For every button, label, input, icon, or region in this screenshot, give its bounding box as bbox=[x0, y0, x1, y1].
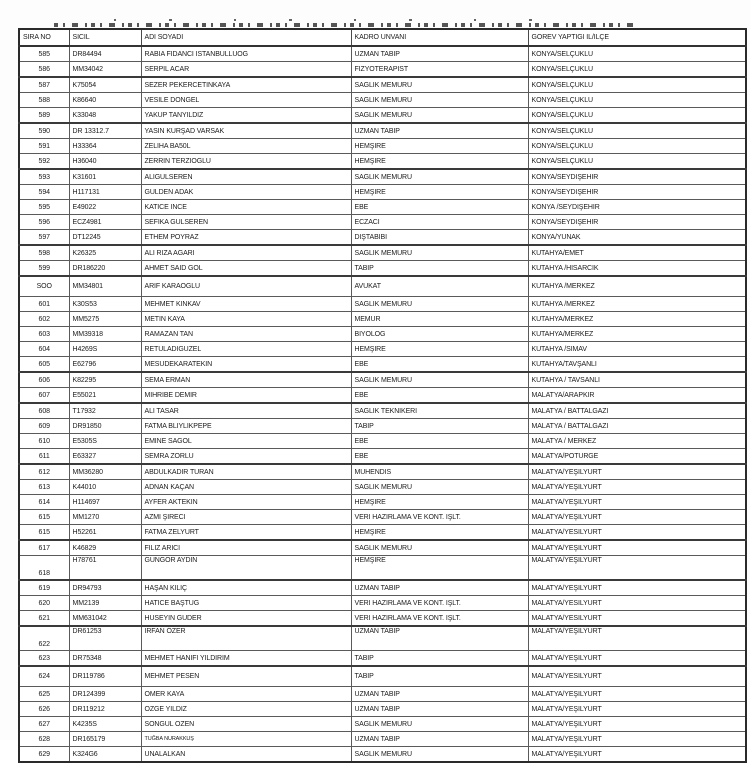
cell-sicil: H52261 bbox=[69, 525, 141, 541]
cell-sicil: DR91850 bbox=[69, 419, 141, 434]
cell-sira: 596 bbox=[19, 215, 69, 230]
table-row bbox=[19, 93, 746, 108]
cell-sicil: K86640 bbox=[69, 93, 141, 108]
cell-il: KONYA/SELÇUKLU bbox=[528, 139, 746, 154]
cell-sicil: H117131 bbox=[69, 185, 141, 200]
cell-name: AYFER AKTEKIN bbox=[141, 495, 351, 510]
table-row bbox=[19, 215, 746, 230]
table-row bbox=[19, 342, 746, 357]
cell-name: SONGUL OZEN bbox=[141, 717, 351, 732]
table-row bbox=[19, 245, 746, 261]
cell-sira: 604 bbox=[19, 342, 69, 357]
cell-sicil: DT12245 bbox=[69, 230, 141, 246]
cell-name: FATMA BLIYLIKPEPE bbox=[141, 419, 351, 434]
cell-kadro: BIYOLOG bbox=[351, 327, 528, 342]
cell-name: SERPIL ACAR bbox=[141, 62, 351, 78]
cell-il: MALATYA/YEŞILYURT bbox=[528, 651, 746, 667]
cell-kadro: HEMŞIRE bbox=[351, 139, 528, 154]
cell-sicil: DR165179 bbox=[69, 732, 141, 747]
cell-sira: 589 bbox=[19, 108, 69, 124]
cell-name: RETULADIGUZEL bbox=[141, 342, 351, 357]
cell-sira: 617 bbox=[19, 540, 69, 556]
cell-sicil: MM5275 bbox=[69, 312, 141, 327]
table-row bbox=[19, 510, 746, 525]
cell-sira: 613 bbox=[19, 480, 69, 495]
table-row bbox=[19, 169, 746, 185]
cell-kadro: DIŞTABIBI bbox=[351, 230, 528, 246]
cell-name: FILIZ ARICI bbox=[141, 540, 351, 556]
cell-sira: 601 bbox=[19, 297, 69, 312]
cell-sira: 595 bbox=[19, 200, 69, 215]
cell-kadro: MUHENDIS bbox=[351, 464, 528, 480]
cell-sicil: MM1270 bbox=[69, 510, 141, 525]
cell-sicil: K324G6 bbox=[69, 747, 141, 763]
cell-sicil: DR94793 bbox=[69, 580, 141, 596]
table-row bbox=[19, 154, 746, 170]
cell-il: MALATYA/YEŞILYURT bbox=[528, 495, 746, 510]
table-row bbox=[19, 732, 746, 747]
cell-sira: 590 bbox=[19, 123, 69, 139]
cell-sicil: DR 13312.7 bbox=[69, 123, 141, 139]
table-row bbox=[19, 357, 746, 373]
cell-sira: 615 bbox=[19, 510, 69, 525]
table-row bbox=[19, 449, 746, 465]
cell-sicil: K31601 bbox=[69, 169, 141, 185]
table-row bbox=[19, 651, 746, 667]
table-row bbox=[19, 372, 746, 388]
cell-kadro: SAGLIK MEMURU bbox=[351, 717, 528, 732]
cell-sira: 629 bbox=[19, 747, 69, 763]
cell-sira: 609 bbox=[19, 419, 69, 434]
cell-il: KUTAHYA/MERKEZ bbox=[528, 312, 746, 327]
header-row bbox=[19, 29, 746, 46]
table-row bbox=[19, 139, 746, 154]
cell-sira: 591 bbox=[19, 139, 69, 154]
cell-sira: 607 bbox=[19, 388, 69, 404]
cell-sicil: K46829 bbox=[69, 540, 141, 556]
cell-sira: 612 bbox=[19, 464, 69, 480]
column-header-gorev-il-ilce: GOREV YAPTIGI IL/ILÇE bbox=[528, 29, 746, 46]
cell-kadro: UZMAN TABIP bbox=[351, 123, 528, 139]
cell-sicil: H33364 bbox=[69, 139, 141, 154]
cell-il: KONYA/SEYDIŞEHIR bbox=[528, 215, 746, 230]
cell-sira: SOO bbox=[19, 276, 69, 297]
cell-sira: 603 bbox=[19, 327, 69, 342]
cell-sira: 626 bbox=[19, 702, 69, 717]
cell-kadro: SAGLIK MEMURU bbox=[351, 540, 528, 556]
cell-kadro: SAGLIK MEMURU bbox=[351, 480, 528, 495]
cell-name: HATICE BAŞTUG bbox=[141, 596, 351, 611]
cell-il: MALATYA/YEŞILYURT bbox=[528, 626, 746, 651]
cell-kadro: UZMAN TABIP bbox=[351, 687, 528, 702]
cell-name: SEFIKA GULSEREN bbox=[141, 215, 351, 230]
cell-name: HAŞAN KILIÇ bbox=[141, 580, 351, 596]
cell-il: MALATYA / MERKEZ bbox=[528, 434, 746, 449]
cell-il: KUTAHYA /SIMAV bbox=[528, 342, 746, 357]
cell-name: MEHMET KINKAV bbox=[141, 297, 351, 312]
cell-name: ALIGULSEREN bbox=[141, 169, 351, 185]
cell-il: MALATYA/YEŞILYURT bbox=[528, 717, 746, 732]
cell-il: MALATYA/YEŞILYURT bbox=[528, 480, 746, 495]
cell-kadro: EBE bbox=[351, 434, 528, 449]
cell-name: YAKUP TANYILDIZ bbox=[141, 108, 351, 124]
cell-il: KONYA/SEYDIŞEHIR bbox=[528, 185, 746, 200]
cell-sira: 622 bbox=[19, 626, 69, 651]
table-row bbox=[19, 62, 746, 78]
cell-name: MEHMET PESEN bbox=[141, 666, 351, 687]
cell-sira: 610 bbox=[19, 434, 69, 449]
cell-sicil: E5305S bbox=[69, 434, 141, 449]
cell-sira: 588 bbox=[19, 93, 69, 108]
cell-il: KONYA/SELÇUKLU bbox=[528, 62, 746, 78]
cell-il: MALATYA/YEŞILYURT bbox=[528, 702, 746, 717]
cell-kadro: UZMAN TABIP bbox=[351, 46, 528, 62]
cell-il: MALATYA/YEŞILYURT bbox=[528, 747, 746, 763]
cell-sira: 611 bbox=[19, 449, 69, 465]
cell-kadro: SAGLIK TEKNIKERI bbox=[351, 403, 528, 419]
cell-name: OZGE YILDIZ bbox=[141, 702, 351, 717]
cell-sira: 627 bbox=[19, 717, 69, 732]
cell-sicil: K44010 bbox=[69, 480, 141, 495]
cell-il: MALATYA/YESILYURT bbox=[528, 525, 746, 541]
cell-sicil: MM39318 bbox=[69, 327, 141, 342]
table-row bbox=[19, 419, 746, 434]
cell-kadro: TABIP bbox=[351, 666, 528, 687]
table-row bbox=[19, 480, 746, 495]
cell-il: MALATYA/POTURGE bbox=[528, 449, 746, 465]
cell-sicil: E49022 bbox=[69, 200, 141, 215]
cell-name: EMINE SAGOL bbox=[141, 434, 351, 449]
cell-sicil: ECZ4981 bbox=[69, 215, 141, 230]
cell-name: RAMAZAN TAN bbox=[141, 327, 351, 342]
table-row bbox=[19, 556, 746, 581]
cell-name: SEMA ERMAN bbox=[141, 372, 351, 388]
cell-il: KUTAHYA/TAVŞANLI bbox=[528, 357, 746, 373]
cell-sira: 620 bbox=[19, 596, 69, 611]
column-header-sicil: SICIL bbox=[69, 29, 141, 46]
table-row bbox=[19, 580, 746, 596]
cell-il: KUTAHYA / TAVSANLI bbox=[528, 372, 746, 388]
cell-kadro: VERI HAZIRLAMA VE KONT. IŞLT. bbox=[351, 596, 528, 611]
cell-il: MALATYA/YEŞILYURT bbox=[528, 464, 746, 480]
table-row bbox=[19, 77, 746, 93]
column-header-adi-soyadi: ADI SOYADI bbox=[141, 29, 351, 46]
cell-sicil: T17932 bbox=[69, 403, 141, 419]
cell-sicil: DR84494 bbox=[69, 46, 141, 62]
cell-name: KATICE INCE bbox=[141, 200, 351, 215]
cell-sicil: H114697 bbox=[69, 495, 141, 510]
cell-sicil: E62796 bbox=[69, 357, 141, 373]
table-row bbox=[19, 611, 746, 627]
cell-kadro: TABIP bbox=[351, 261, 528, 277]
cell-il: KUTAHYA /HISARCIK bbox=[528, 261, 746, 277]
cell-sicil: DR124399 bbox=[69, 687, 141, 702]
cell-il: MALATYA/YEŞILYURT bbox=[528, 732, 746, 747]
table-row bbox=[19, 525, 746, 541]
cell-kadro: TABIP bbox=[351, 419, 528, 434]
cell-name: SEMRA ZORLU bbox=[141, 449, 351, 465]
table-row bbox=[19, 403, 746, 419]
cell-sira: 593 bbox=[19, 169, 69, 185]
table-row bbox=[19, 230, 746, 246]
cell-sira: 619 bbox=[19, 580, 69, 596]
cell-il: KUTAHYA /MERKEZ bbox=[528, 276, 746, 297]
cell-name: GUNGOR AYDIN bbox=[141, 556, 351, 581]
cell-sicil: K30S53 bbox=[69, 297, 141, 312]
cell-sira: 621 bbox=[19, 611, 69, 627]
cell-name: ZERRIN TERZIOGLU bbox=[141, 154, 351, 170]
cell-name: ADNAN KAÇAN bbox=[141, 480, 351, 495]
cell-sira: 618 bbox=[19, 556, 69, 581]
cell-kadro: SAGLIK MEMURU bbox=[351, 297, 528, 312]
cell-sicil: K33048 bbox=[69, 108, 141, 124]
cell-sicil: DR119212 bbox=[69, 702, 141, 717]
cell-sicil: MM631042 bbox=[69, 611, 141, 627]
cell-sira: 615 bbox=[19, 525, 69, 541]
table-row bbox=[19, 312, 746, 327]
cell-name: VESILE DONGEL bbox=[141, 93, 351, 108]
cell-kadro: VERI HAZIRLAMA VE KONT. IŞLT. bbox=[351, 611, 528, 627]
cell-sira: 599 bbox=[19, 261, 69, 277]
cell-sicil: DR119786 bbox=[69, 666, 141, 687]
cell-name: HUSEYIN GUDER bbox=[141, 611, 351, 627]
cell-sicil: MM2139 bbox=[69, 596, 141, 611]
table-row bbox=[19, 261, 746, 277]
cell-il: KUTAHYA /MERKEZ bbox=[528, 297, 746, 312]
cell-kadro: UZMAN TABIP bbox=[351, 732, 528, 747]
cell-il: KONYA/SELÇUKLU bbox=[528, 123, 746, 139]
cell-sira: 585 bbox=[19, 46, 69, 62]
cell-sicil: H36040 bbox=[69, 154, 141, 170]
cell-kadro: HEMŞIRE bbox=[351, 185, 528, 200]
cell-name: ZELIHA BA50L bbox=[141, 139, 351, 154]
cell-sicil: DR75348 bbox=[69, 651, 141, 667]
cell-name: MEHMET HANIFI YILDIRIM bbox=[141, 651, 351, 667]
cell-il: MALATYA/YEŞILYURT bbox=[528, 540, 746, 556]
cell-sicil: K4235S bbox=[69, 717, 141, 732]
cell-il: MALATYA/YEŞILYURT bbox=[528, 580, 746, 596]
cell-sicil: MM36280 bbox=[69, 464, 141, 480]
cell-name: YASIN KURŞAD VARSAK bbox=[141, 123, 351, 139]
table-row bbox=[19, 434, 746, 449]
cell-kadro: HEMŞIRE bbox=[351, 154, 528, 170]
table-row bbox=[19, 717, 746, 732]
cell-kadro: SAGLIK MEMURU bbox=[351, 747, 528, 763]
cell-name: ABDULKADIR TURAN bbox=[141, 464, 351, 480]
cell-name: OMER KAYA bbox=[141, 687, 351, 702]
table-row bbox=[19, 666, 746, 687]
cell-kadro: AVUKAT bbox=[351, 276, 528, 297]
cell-sira: 592 bbox=[19, 154, 69, 170]
cell-il: KONYA/SELÇUKLU bbox=[528, 93, 746, 108]
cell-kadro: HEMŞIRE bbox=[351, 525, 528, 541]
table-row bbox=[19, 464, 746, 480]
cell-il: MALATYA/YESILYURT bbox=[528, 611, 746, 627]
table-row bbox=[19, 123, 746, 139]
column-header-sira-no: SIRA NO bbox=[19, 29, 69, 46]
cell-sira: 623 bbox=[19, 651, 69, 667]
cell-sira: 614 bbox=[19, 495, 69, 510]
table-row bbox=[19, 200, 746, 215]
cell-name: AZMI ŞIRECI bbox=[141, 510, 351, 525]
table-row bbox=[19, 327, 746, 342]
cell-name: TUĞBA NURAKKUŞ bbox=[141, 732, 351, 747]
cell-name: MIHRIBE DEMIR bbox=[141, 388, 351, 404]
cell-name: IRFAN ÖZER bbox=[141, 626, 351, 651]
cell-name: METIN KAYA bbox=[141, 312, 351, 327]
cell-name: ALI TASAR bbox=[141, 403, 351, 419]
cell-sicil: MM34042 bbox=[69, 62, 141, 78]
table-row bbox=[19, 185, 746, 200]
cell-kadro: VERI HAZIRLAMA VE KONT. IŞLT. bbox=[351, 510, 528, 525]
table-row bbox=[19, 108, 746, 124]
cell-name: AHMET SAID GOL bbox=[141, 261, 351, 277]
cell-kadro: HEMŞIRE bbox=[351, 342, 528, 357]
cell-name: ARIF KARAOGLU bbox=[141, 276, 351, 297]
cell-sira: 608 bbox=[19, 403, 69, 419]
cell-sicil: K82295 bbox=[69, 372, 141, 388]
table-row bbox=[19, 702, 746, 717]
cell-sicil: H4269S bbox=[69, 342, 141, 357]
cell-il: KONYA/SELÇUKLU bbox=[528, 154, 746, 170]
cell-kadro: TABIP bbox=[351, 651, 528, 667]
cell-sira: 628 bbox=[19, 732, 69, 747]
table-row bbox=[19, 46, 746, 62]
cell-sira: 587 bbox=[19, 77, 69, 93]
cell-il: KONYA /SEYDIŞEHIR bbox=[528, 200, 746, 215]
cell-name: SEZER PEKERCETINKAYA bbox=[141, 77, 351, 93]
table-row bbox=[19, 596, 746, 611]
cell-kadro: EBE bbox=[351, 388, 528, 404]
cell-il: MALATYA / BATTALGAZI bbox=[528, 403, 746, 419]
cell-kadro: SAGLIK MEMURU bbox=[351, 169, 528, 185]
cell-sicil: E55021 bbox=[69, 388, 141, 404]
cell-sicil: E63327 bbox=[69, 449, 141, 465]
cell-name: FATMA ZELYURT bbox=[141, 525, 351, 541]
cell-il: MALATYA/YEŞILYURT bbox=[528, 510, 746, 525]
cell-name: ALI RIZA AGARI bbox=[141, 245, 351, 261]
cell-name: GULDEN ADAK bbox=[141, 185, 351, 200]
cell-sira: 598 bbox=[19, 245, 69, 261]
cell-il: MALATYA/YEŞILYURT bbox=[528, 687, 746, 702]
cell-il: KONYA/SELÇUKLU bbox=[528, 77, 746, 93]
cell-sira: 586 bbox=[19, 62, 69, 78]
cell-kadro: EBE bbox=[351, 357, 528, 373]
cell-name: RABIA FIDANCI ISTANBULLUOG bbox=[141, 46, 351, 62]
cell-sira: 605 bbox=[19, 357, 69, 373]
cell-sicil: K26325 bbox=[69, 245, 141, 261]
cell-name: MESUDEKARATEKIN bbox=[141, 357, 351, 373]
cell-sira: 625 bbox=[19, 687, 69, 702]
cell-sicil: DR186220 bbox=[69, 261, 141, 277]
clipped-title-fragment bbox=[54, 23, 640, 27]
cell-kadro: UZMAN TABIP bbox=[351, 702, 528, 717]
personnel-table bbox=[18, 28, 747, 763]
table-row bbox=[19, 495, 746, 510]
cell-il: MALATYA / BATTALGAZI bbox=[528, 419, 746, 434]
cell-name: UNALALKAN bbox=[141, 747, 351, 763]
cell-kadro: HEMŞIRE bbox=[351, 495, 528, 510]
cell-kadro: UZMAN TABIP bbox=[351, 580, 528, 596]
table-row bbox=[19, 276, 746, 297]
cell-kadro: UZMAN TABIP bbox=[351, 626, 528, 651]
cell-il: KONYA/SELÇUKLU bbox=[528, 108, 746, 124]
table-row bbox=[19, 747, 746, 763]
cell-il: KONYA/SEYDIŞEHIR bbox=[528, 169, 746, 185]
table-row bbox=[19, 626, 746, 651]
cell-kadro: SAGLIK MEMURU bbox=[351, 93, 528, 108]
cell-il: KUTAHYA/MERKEZ bbox=[528, 327, 746, 342]
cell-sicil: MM34801 bbox=[69, 276, 141, 297]
cell-kadro: SAGLIK MEMURU bbox=[351, 372, 528, 388]
table-row bbox=[19, 687, 746, 702]
cell-il: KONYA/YUNAK bbox=[528, 230, 746, 246]
cell-il: KONYA/SELÇUKLU bbox=[528, 46, 746, 62]
cell-il: MALATYA/ARAPKIR bbox=[528, 388, 746, 404]
cell-sira: 602 bbox=[19, 312, 69, 327]
column-header-kadro-unvani: KADRO UNVANI bbox=[351, 29, 528, 46]
cell-sira: 597 bbox=[19, 230, 69, 246]
table-row bbox=[19, 540, 746, 556]
cell-sira: 594 bbox=[19, 185, 69, 200]
table-header bbox=[19, 29, 746, 46]
cell-sicil: DR61253 bbox=[69, 626, 141, 651]
table-row bbox=[19, 297, 746, 312]
cell-kadro: SAGLIK MEMURU bbox=[351, 245, 528, 261]
cell-il: MALATYA/YESILYURT bbox=[528, 596, 746, 611]
cell-sicil: K75054 bbox=[69, 77, 141, 93]
cell-kadro: SAGLIK MEMURU bbox=[351, 77, 528, 93]
cell-kadro: MEMUR bbox=[351, 312, 528, 327]
cell-kadro: FIZYOTERAPIST bbox=[351, 62, 528, 78]
cell-kadro: SAGLIK MEMURU bbox=[351, 108, 528, 124]
cell-kadro: HEMŞIRE bbox=[351, 556, 528, 581]
cell-sira: 606 bbox=[19, 372, 69, 388]
cell-kadro: ECZACI bbox=[351, 215, 528, 230]
cell-kadro: EBE bbox=[351, 449, 528, 465]
cell-sicil: H78761 bbox=[69, 556, 141, 581]
cell-kadro: EBE bbox=[351, 200, 528, 215]
cell-il: MALATYA/YESILYURT bbox=[528, 666, 746, 687]
cell-il: KUTAHYA/EMET bbox=[528, 245, 746, 261]
table-body bbox=[19, 46, 746, 762]
table-row bbox=[19, 388, 746, 404]
cell-il: MALATYA/YEŞILYURT bbox=[528, 556, 746, 581]
cell-name: ETHEM POYRAZ bbox=[141, 230, 351, 246]
cell-sira: 624 bbox=[19, 666, 69, 687]
